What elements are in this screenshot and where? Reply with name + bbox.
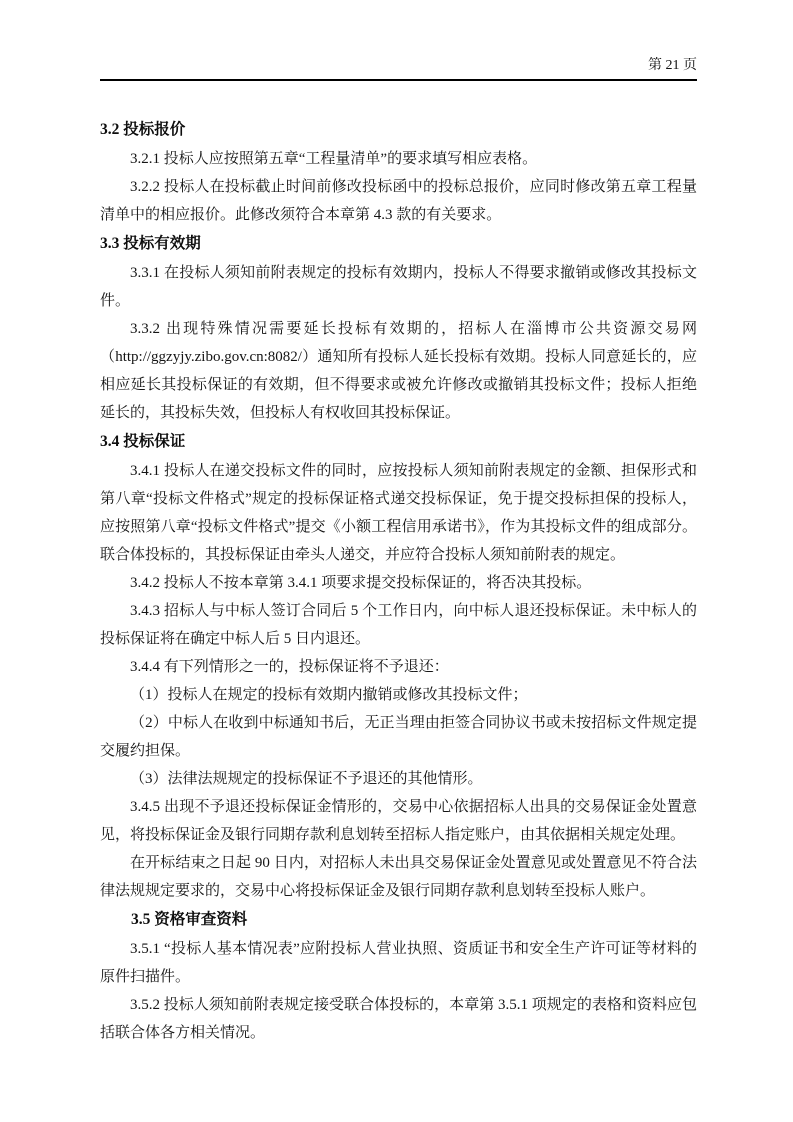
paragraph: （3）法律法规规定的投标保证不予退还的其他情形。 xyxy=(130,771,483,787)
section-heading: 3.5 资格审查资料 xyxy=(131,911,248,928)
paragraph: （2）中标人在收到中标通知书后，无正当理由拒签合同协议书或未按招标文件规定提交履约担保。 xyxy=(100,715,697,759)
paragraph: 3.2.1 投标人应按照第五章“工程量清单”的要求填写相应表格。 xyxy=(130,151,538,167)
paragraph: 3.4.4 有下列情形之一的，投标保证将不予退还： xyxy=(130,659,449,675)
paragraph: 3.5.1 “投标人基本情况表”应附投标人营业执照、资质证书和安全生产许可证等材料的原件扫描件。 xyxy=(100,941,697,985)
paragraph: 3.3.2 出现特殊情况需要延长投标有效期的，招标人在淄博市公共资源交易网（http://ggzyjy.zibo.gov.cn:8082/）通知所有投标人延长投标有效期。投标人同意延长的，应相应延长其投标保证的有效期，但不得要求或被允许修改或撤销其投标文件；投标人拒绝延长的，其投标失效，但投标人有权收回其投标保证。 xyxy=(100,321,697,421)
section-heading: 3.4 投标保证 xyxy=(100,433,186,450)
paragraph: 3.2.2 投标人在投标截止时间前修改投标函中的投标总报价，应同时修改第五章工程量清单中的相应报价。此修改须符合本章第 4.3 款的有关要求。 xyxy=(100,179,697,223)
paragraph: 3.5.2 投标人须知前附表规定接受联合体投标的，本章第 3.5.1 项规定的表格和资料应包括联合体各方相关情况。 xyxy=(100,997,697,1041)
paragraph: 在开标结束之日起 90 日内，对招标人未出具交易保证金处置意见或处置意见不符合法律法规规定要求的，交易中心将投标保证金及银行同期存款利息划转至投标人账户。 xyxy=(100,855,697,899)
paragraph: 3.3.1 在投标人须知前附表规定的投标有效期内，投标人不得要求撤销或修改其投标文件。 xyxy=(100,265,697,309)
section-heading: 3.3 投标有效期 xyxy=(100,235,201,252)
document-body xyxy=(100,115,697,1047)
section-heading: 3.2 投标报价 xyxy=(100,121,186,138)
page-number: 第 21 页 xyxy=(648,58,697,73)
paragraph: 3.4.1 投标人在递交投标文件的同时，应按投标人须知前附表规定的金额、担保形式和第八章“投标文件格式”规定的投标保证格式递交投标保证，免于提交投标担保的投标人，应按照第八章“投标文件格式”提交《小额工程信用承诺书》，作为其投标文件的组成部分。联合体投标的，其投标保证由牵头人递交，并应符合投标人须知前附表的规定。 xyxy=(100,463,697,563)
header-rule xyxy=(100,79,697,81)
paragraph: 3.4.5 出现不予退还投标保证金情形的，交易中心依据招标人出具的交易保证金处置意见，将投标保证金及银行同期存款利息划转至招标人指定账户，由其依据相关规定处理。 xyxy=(100,799,697,843)
paragraph: 3.4.3 招标人与中标人签订合同后 5 个工作日内，向中标人退还投标保证。未中标人的投标保证将在确定中标人后 5 日内退还。 xyxy=(100,603,697,647)
page-header xyxy=(100,56,697,79)
paragraph: （1）投标人在规定的投标有效期内撤销或修改其投标文件； xyxy=(130,687,528,703)
paragraph: 3.4.2 投标人不按本章第 3.4.1 项要求提交投标保证的，将否决其投标。 xyxy=(130,575,592,591)
